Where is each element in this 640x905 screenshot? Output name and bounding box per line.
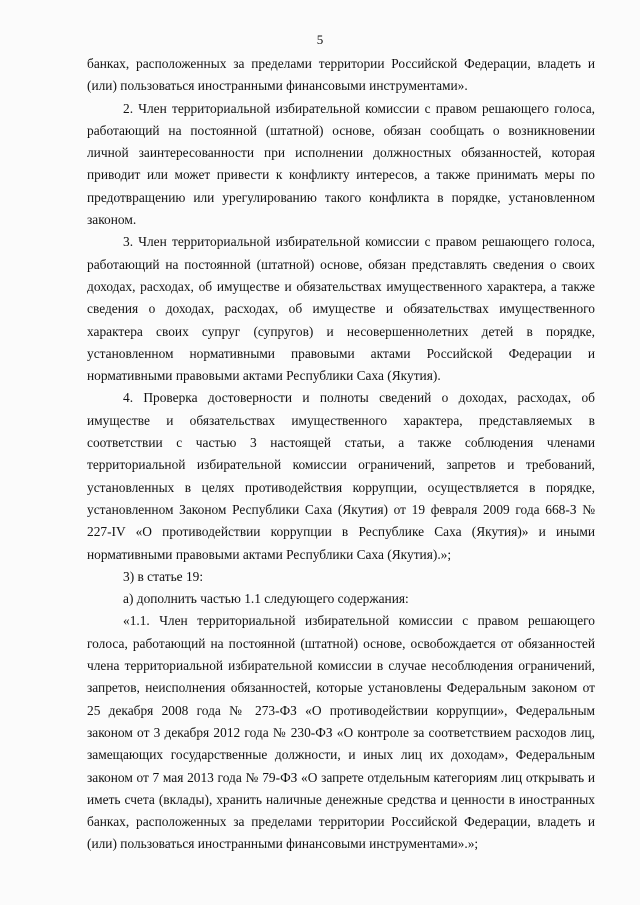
paragraph-item-2: 2. Член территориальной избирательной комиссии с правом решающего голоса, работающий на постоянной (штатной) основе, обязан сообщать о возникновении личной заинтересованности при исполнении должностных обязанностей, которая приводит или может привести к конфликту интересов, а также принимать меры по предотвращению или урегулированию такого конфликта в порядке, установленном законом. xyxy=(87,100,595,228)
paragraph-subitem-a: а) дополнить частью 1.1 следующего содержания: xyxy=(123,591,409,607)
paragraph-article-19: 3) в статье 19: xyxy=(123,568,204,584)
paragraph-item-4: 4. Проверка достоверности и полноты сведений о доходах, расходах, об имуществе и обязательствах имущественного характера, представляемых в соответствии с частью 3 настоящей статьи, а также соблюдения членами территориальной избирательной комиссии ограничений, запретов и требований, установленных в целях противодействия коррупции, осуществляется в порядке, установленном Законом Республики Саха (Якутия) от 19 февраля 2009 года 668-З № 227-IV «О противодействии коррупции в Республике Саха (Якутия)» и иными нормативными правовыми актами Республики Саха (Якутия).»; xyxy=(87,390,595,562)
document-body xyxy=(87,53,595,856)
paragraph-continuation: банках, расположенных за пределами территории Российской Федерации, владеть и (или) пользоваться иностранными финансовыми инструментами». xyxy=(87,56,595,94)
paragraph-part-1-1: «1.1. Член территориальной избирательной комиссии с правом решающего голоса, работающий на постоянной (штатной) основе, освобождается от обязанностей члена территориальной избирательной комиссии в случае несоблюдения ограничений, запретов, неисполнения обязанностей, которые установлены Федеральным законом от 25 декабря 2008 года № 273-ФЗ «О противодействии коррупции», Федеральным законом от 3 декабря 2012 года № 230-ФЗ «О контроле за соответствием расходов лиц, замещающих государственные должности, и иных лиц их доходам», Федеральным законом от 7 мая 2013 года № 79-ФЗ «О запрете отдельным категориям лиц открывать и иметь счета (вклады), хранить наличные денежные средства и ценности в иностранных банках, расположенных за пределами территории Российской Федерации, владеть и (или) пользоваться иностранными финансовыми инструментами».»; xyxy=(87,613,595,852)
page-number: 5 xyxy=(316,32,324,47)
paragraph-item-3: 3. Член территориальной избирательной комиссии с правом решающего голоса, работающий на постоянной (штатной) основе, обязан представлять сведения о своих доходах, расходах, об имуществе и обязательствах имущественного характера, а также сведения о доходах, расходах, об имуществе и обязательствах имущественного характера своих супруг (супругов) и несовершеннолетних детей в порядке, установленном нормативными правовыми актами Российской Федерации и нормативными правовыми актами Республики Саха (Якутия). xyxy=(87,234,595,384)
